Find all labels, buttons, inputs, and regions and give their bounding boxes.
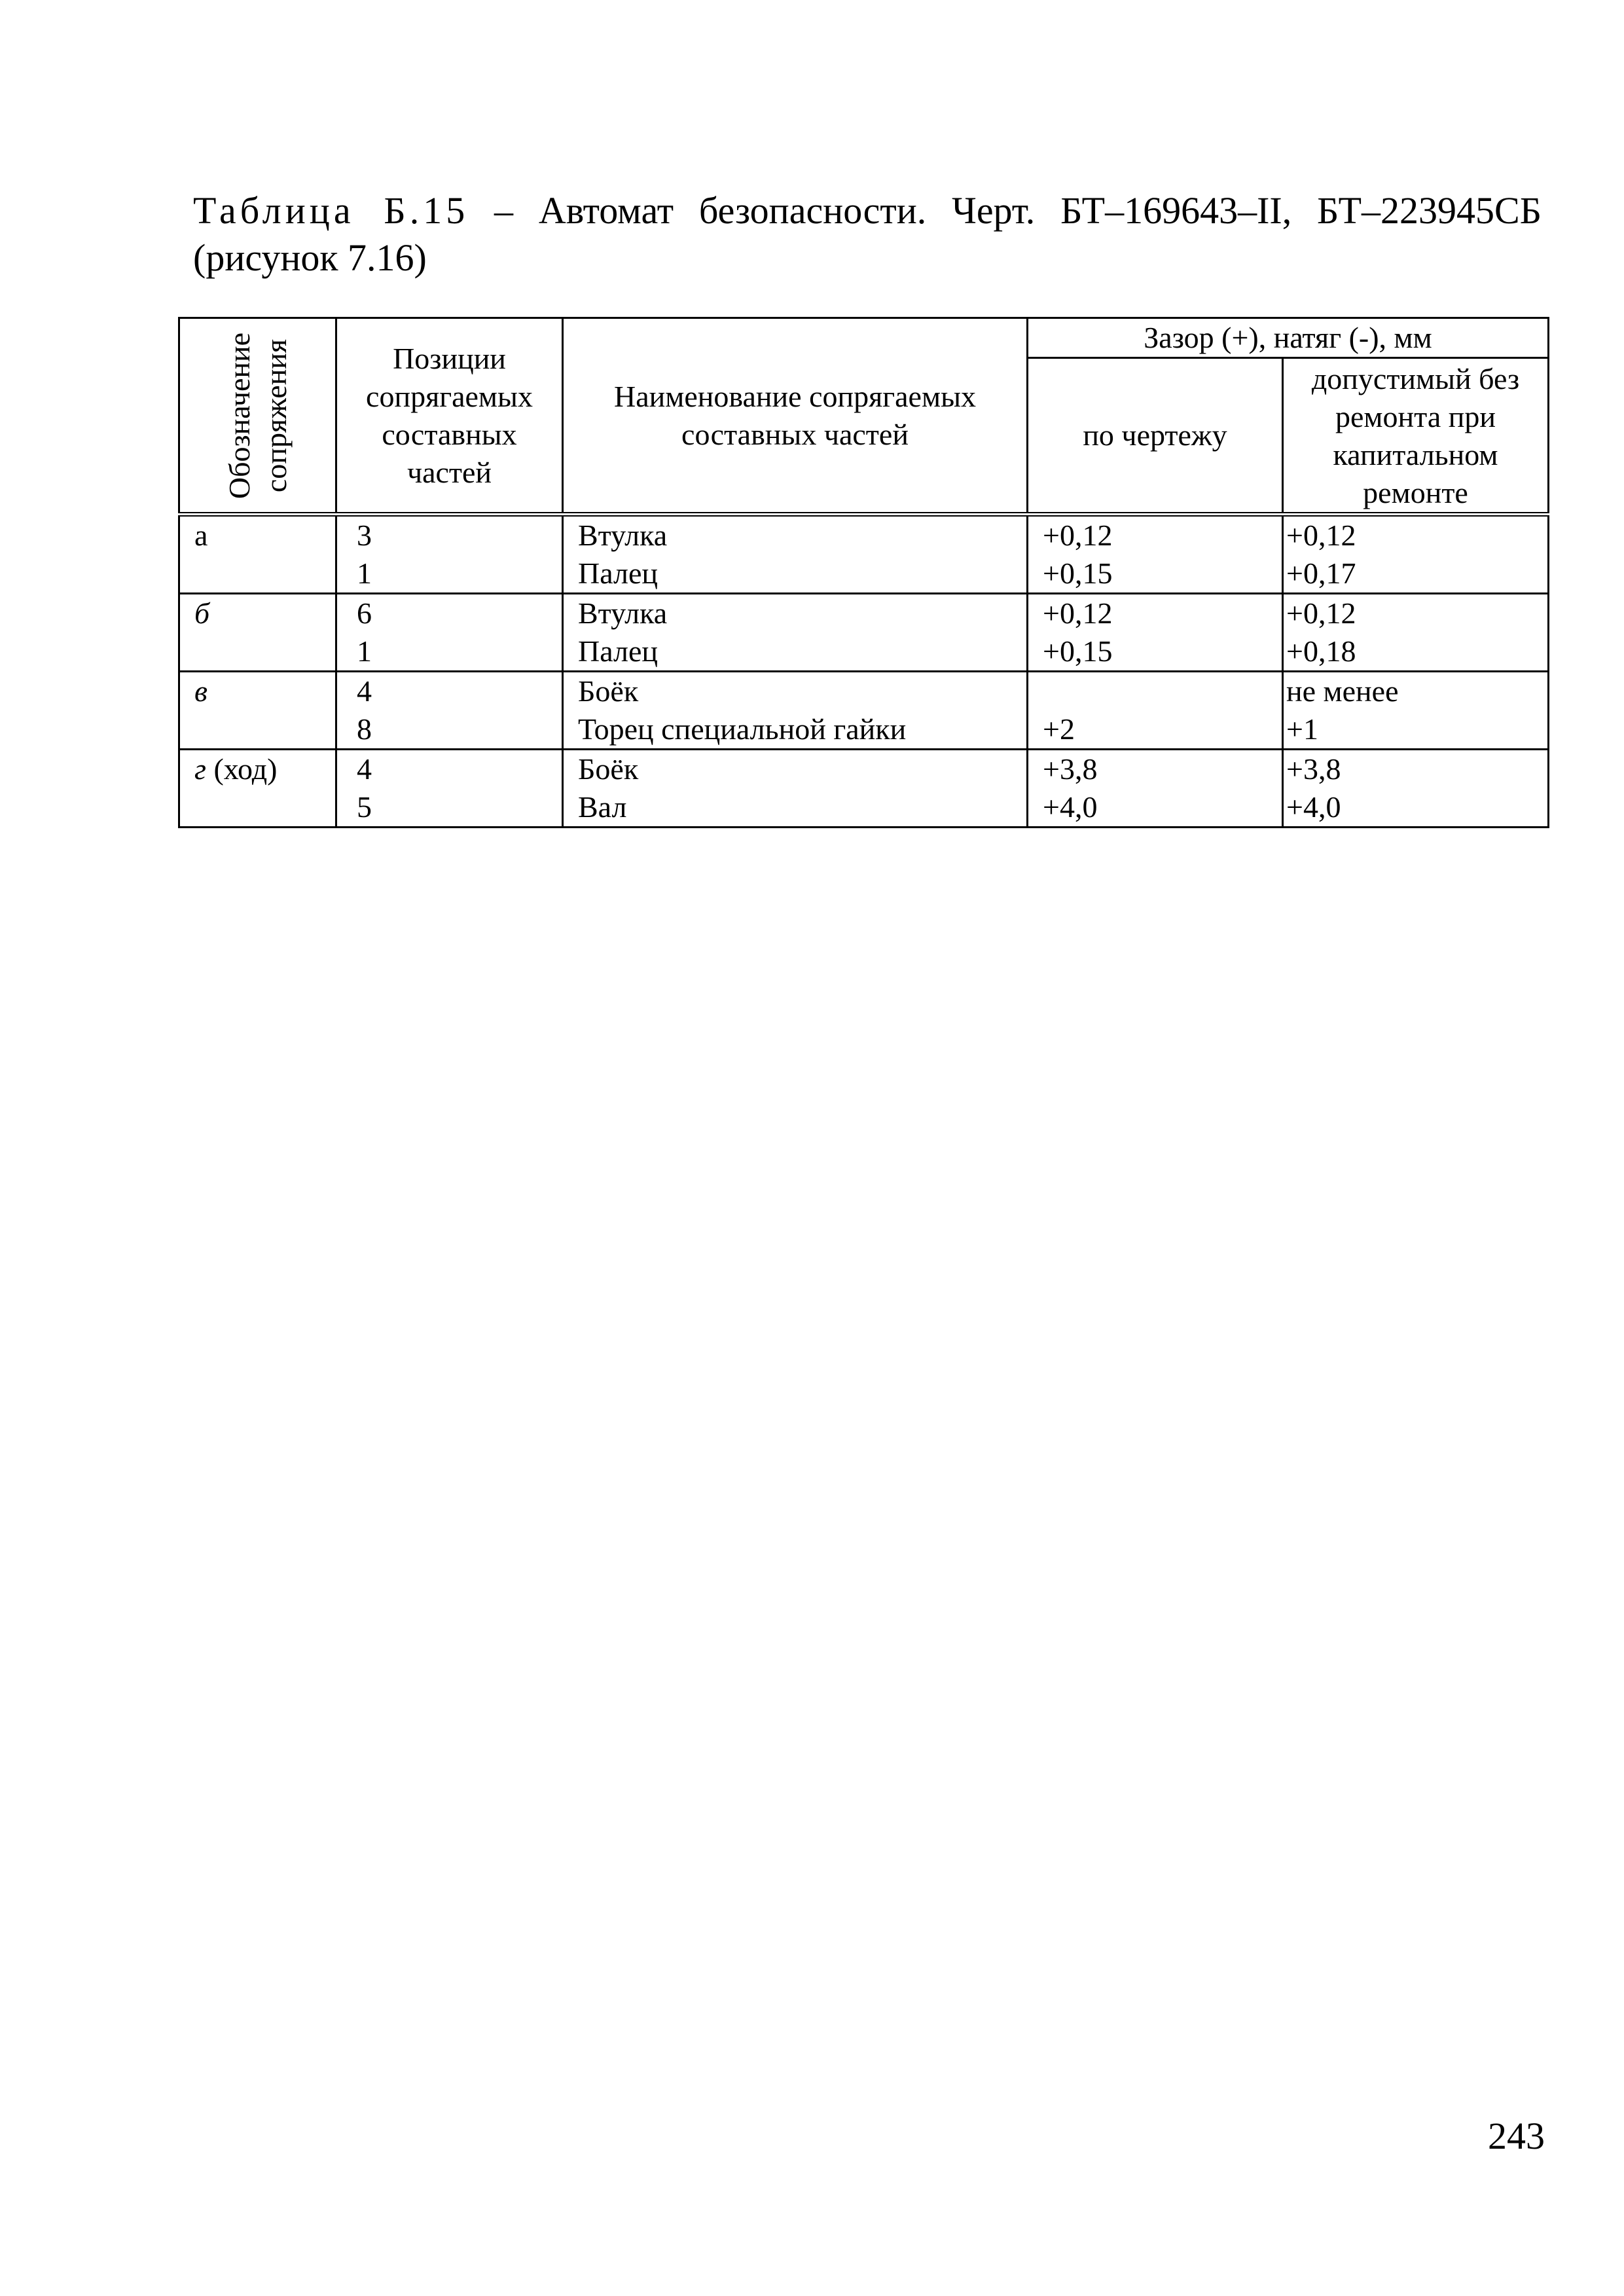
cell-name: Втулка	[563, 594, 1028, 633]
cell-allowed: +3,8	[1283, 750, 1549, 789]
cell-designation	[179, 788, 336, 828]
cell-designation	[179, 710, 336, 750]
cell-designation: в	[179, 672, 336, 711]
cell-allowed: +4,0	[1283, 788, 1549, 828]
cell-designation: а	[179, 515, 336, 555]
cell-name: Боёк	[563, 750, 1028, 789]
mating-parts-table	[178, 317, 1549, 828]
cell-by-drawing: +0,15	[1028, 555, 1283, 594]
header-name: Наименование сопрягаемых составных частей	[563, 318, 1028, 515]
cell-allowed: +1	[1283, 710, 1549, 750]
table-row	[179, 672, 1549, 711]
header-allowed: допустимый без ремонта при капитальном ремонте	[1283, 358, 1549, 515]
cell-name: Втулка	[563, 515, 1028, 555]
cell-position: 4	[336, 672, 563, 711]
cell-by-drawing: +2	[1028, 710, 1283, 750]
cell-position: 1	[336, 632, 563, 672]
cell-name: Палец	[563, 555, 1028, 594]
table-row	[179, 515, 1549, 555]
cell-allowed: +0,12	[1283, 594, 1549, 633]
cell-designation	[179, 632, 336, 672]
cell-allowed: +0,17	[1283, 555, 1549, 594]
cell-by-drawing: +0,15	[1028, 632, 1283, 672]
cell-designation	[179, 750, 336, 789]
header-by-drawing: по чертежу	[1028, 358, 1283, 515]
cell-position: 3	[336, 515, 563, 555]
cell-position: 8	[336, 710, 563, 750]
cell-by-drawing: +3,8	[1028, 750, 1283, 789]
cell-position: 4	[336, 750, 563, 789]
page-number: 243	[1488, 2115, 1545, 2157]
table-caption-prefix: Таблица Б.15	[193, 189, 469, 232]
table-header	[179, 318, 1549, 515]
cell-position: 5	[336, 788, 563, 828]
table-row	[179, 788, 1549, 828]
cell-by-drawing: +0,12	[1028, 515, 1283, 555]
cell-by-drawing: +0,12	[1028, 594, 1283, 633]
table-row	[179, 594, 1549, 633]
header-gap-group: Зазор (+), натяг (-), мм	[1028, 318, 1549, 358]
table-body	[179, 515, 1549, 828]
cell-position: 6	[336, 594, 563, 633]
cell-designation-suffix: (ход)	[206, 752, 278, 786]
table-row	[179, 750, 1549, 789]
cell-designation-letter: г	[194, 752, 206, 786]
header-positions: Позиции сопрягаемых составных частей	[336, 318, 563, 515]
header-designation: Обозначение сопряжения	[179, 318, 336, 515]
table-row	[179, 710, 1549, 750]
cell-designation: б	[179, 594, 336, 633]
cell-position: 1	[336, 555, 563, 594]
cell-allowed: не менее	[1283, 672, 1549, 711]
cell-name: Боёк	[563, 672, 1028, 711]
cell-allowed: +0,12	[1283, 515, 1549, 555]
cell-by-drawing	[1028, 672, 1283, 711]
cell-name: Вал	[563, 788, 1028, 828]
table-caption-text: – Автомат безопасности. Черт. БТ–169643–II, БТ–223945СБ (рисунок 7.16)	[193, 189, 1542, 279]
cell-by-drawing: +4,0	[1028, 788, 1283, 828]
cell-designation	[179, 555, 336, 594]
table-caption	[193, 187, 1542, 282]
table-row	[179, 632, 1549, 672]
cell-name: Палец	[563, 632, 1028, 672]
cell-allowed: +0,18	[1283, 632, 1549, 672]
cell-name: Торец специальной гайки	[563, 710, 1028, 750]
table-row	[179, 555, 1549, 594]
